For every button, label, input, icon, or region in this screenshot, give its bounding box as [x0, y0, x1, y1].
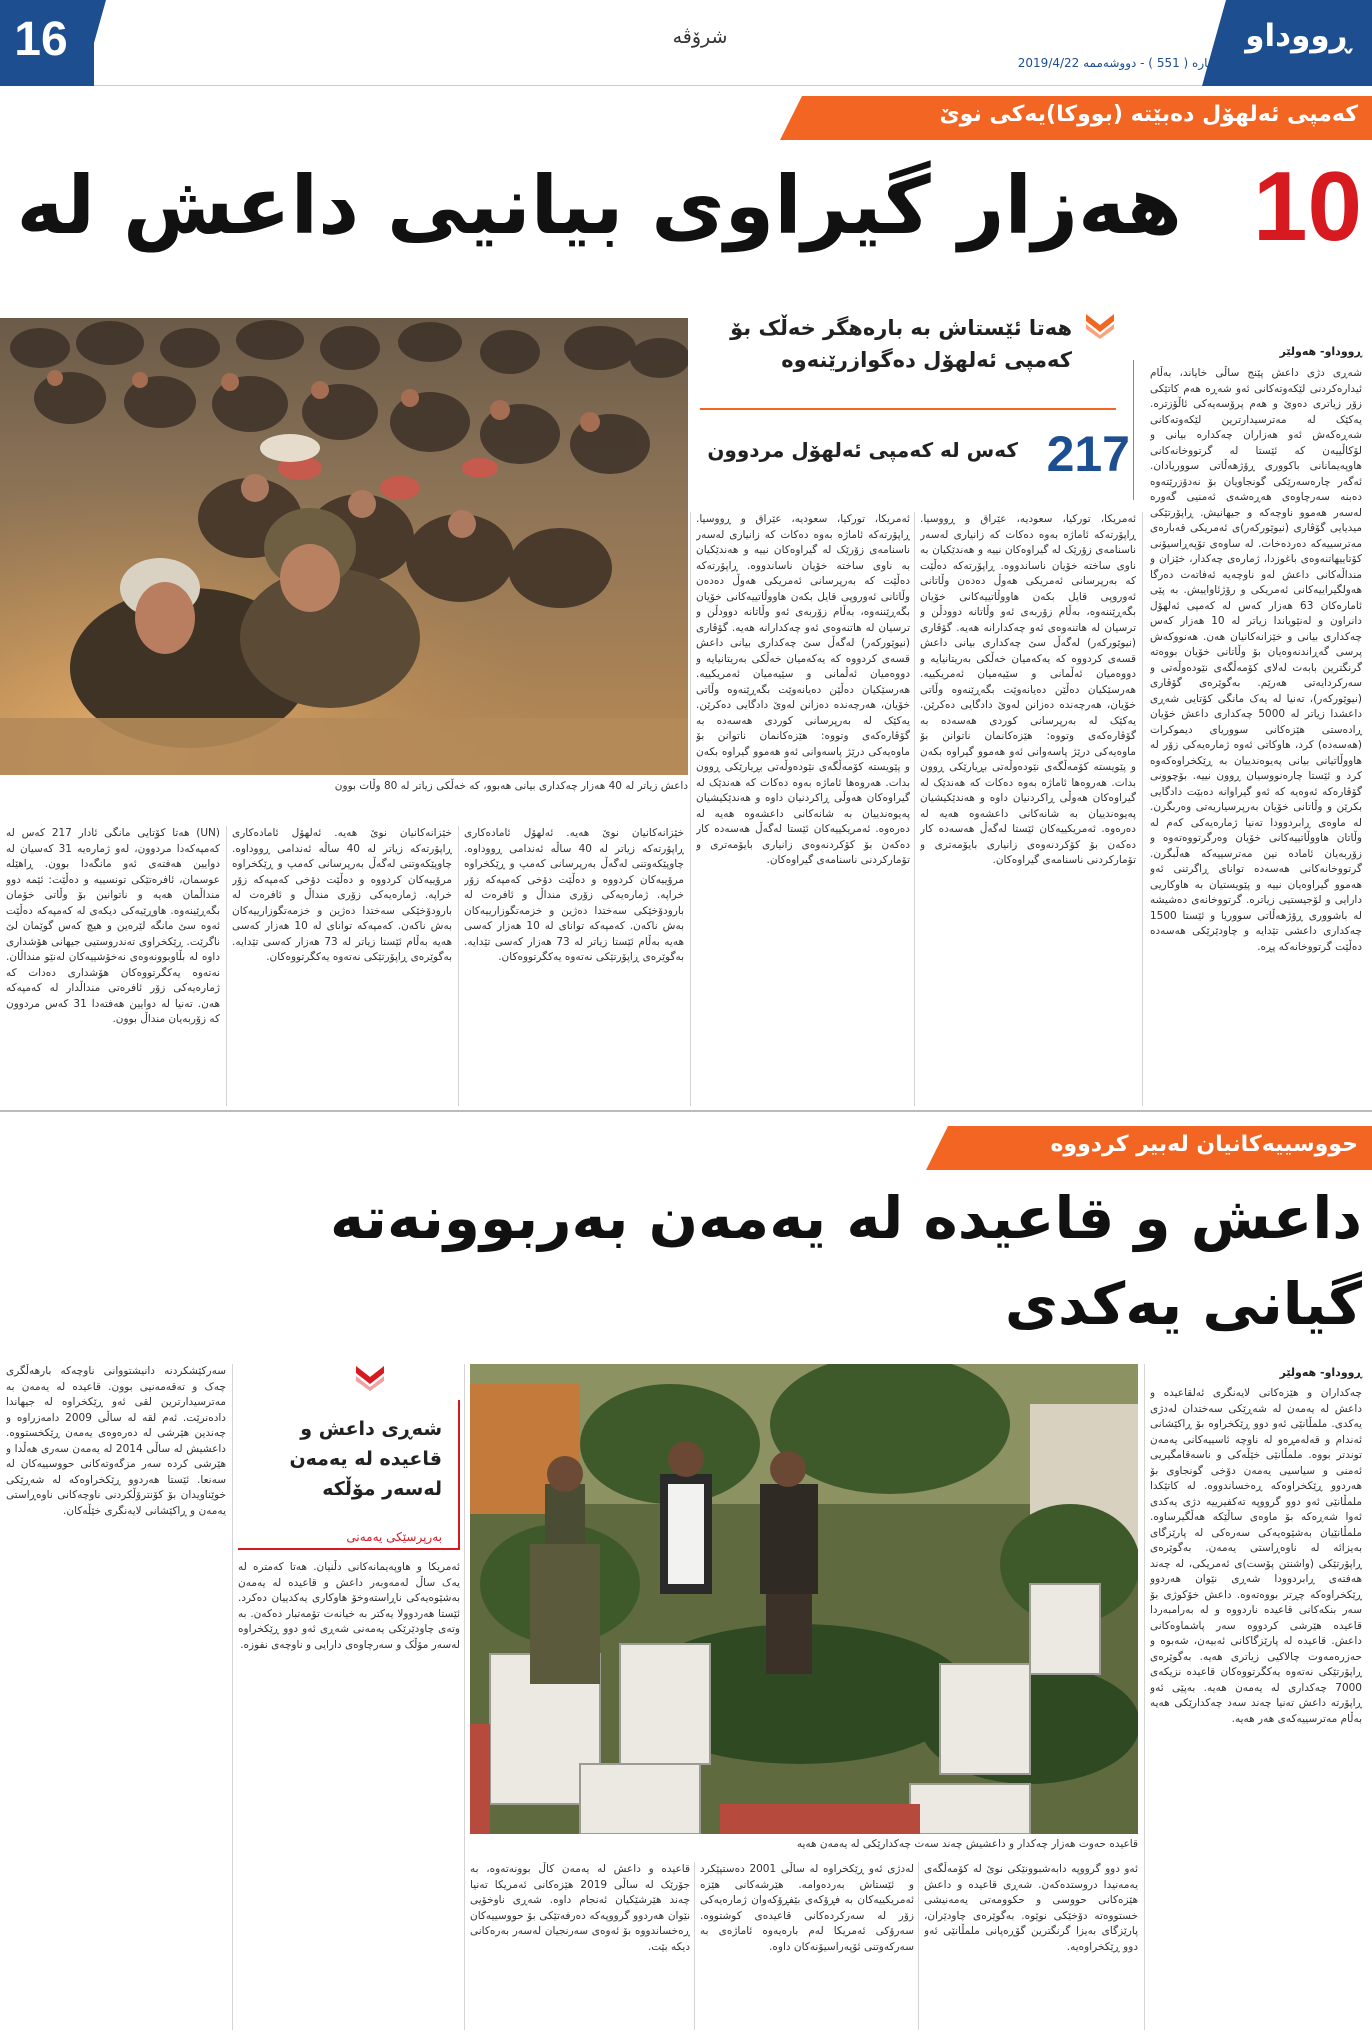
subhead-side-rule	[1133, 360, 1134, 500]
story1-stat-text: کەس لە کەمپی ئەلهۆل مردوون	[707, 438, 1018, 462]
story1-headline: هەزار گیراوی بیانیی داعش لە	[16, 159, 1182, 252]
yemen-cemetery-photo	[470, 1364, 1138, 1834]
subhead-divider	[700, 408, 1116, 410]
story2-column-6: سەرکێشکردنە دانیشتووانی ناوچەکە بارهەڵگری چەک و تەقەمەنیی بوون. قاعیدە لە یەمەن بە مەترسیدارترین لقی ئەو ڕێکخراوە لە جیهاندا دادەنرێت. ئەم لقە لە ساڵی 2009 دامەزراوە و چەندین هێرشی لە دەرەوەی یەمەن ڕێکخستووە. داعشیش لە ساڵی 2014 لە یەمەن سەری هەڵدا و هێرشی کردە سەر مزگەوتەکانی حووسییەکان لە سەنعا. ئێستا هەردوو ڕێکخراوەکە لە شەڕێکی خوێناویدان بۆ کۆنترۆڵکردنی ناوچەکانی ناوەڕاستی یەمەن و ڕاکێشانی لایەنگری خێڵەکان.	[6, 1365, 226, 1517]
story2-photo-caption: قاعیدە حەوت هەزار چەکدار و داعشیش چەند سەت چەکدارێکی لە یەمەن هەیە	[796, 1838, 1138, 1850]
page-number: 16	[14, 13, 68, 66]
masthead-slant	[1202, 0, 1226, 86]
column-rule	[232, 1364, 233, 2030]
column-rule	[464, 1364, 465, 2030]
story2-column-1: چەکداران و هێزەکانی لایەنگری ئەلقاعیدە و داعش لە یەمەن لە شەڕێکی سەختدان لەدژی یەکدی. ملمڵانێی ئەو دوو ڕێکخراوە بۆ ڕاکێشانی ئەندام و قەلەمڕەو لە ناوچە ئاسییەکانی یەمەن توندتر بووە. ملمڵانێی خێڵەکی و ناسەقامگیریی ئەمنی و سیاسیی یەمەن دۆخی گونجاوی بۆ هەردوو ڕێکخراوەکە ڕەخساندووە. لە کاتێکدا ملمڵانێی ئەو دوو گرووپە تەکفیرییە دژی یەکدی ئەوا شەڕەکە بۆ ماوەی ساڵێکە هەڵگیرساوە. ملمڵانێیان بەشێوەیەکی سەرەکی لە پارێزگای بەیزائە لە ناوەڕاستی یەمەن. بەگوێرەی ڕاپۆرتێکی (واشنتن پۆست)ی ئەمریکی، لە چەند هەفتەی ڕابردوودا شەڕی نێوان هەردوو ڕێکخراوەکە چڕتر بووەتەوە. داعش خۆکوژی بۆ سەر بنکەکانی قاعیدە ناردووە و لە بەرامبەردا قاعیدە هێرشی کردووە سەر پاشماوەکانی داعش. قاعیدە لە پارێزگاکانی ئەبیەن، شەبوە و حەزرەمەوت چالاکیی زیاتری هەیە. بەگوێرەی ڕاپۆرتێکی نەتەوە یەکگرتووەکان قاعیدە نزیکەی 7000 چەکداری لە یەمەن هەیە. بەپێی ئەو ڕاپۆرتە داعش تەنیا چەند سەد چەکدارێکی هەیە بەڵام مەترسییەکەی هەر هەیە.	[1150, 1387, 1362, 1725]
story1-column-3b: خێزانەکانیان نوێ هەیە. ئەلهۆل ئامادەکاری ڕاپۆرتەکە زیاتر لە 40 ساڵە ئەندامی ڕووداوە. چاوپێکەوتنی لەگەڵ بەرپرسانی کەمپ و ڕێکخراوە مرۆییەکان کردووە و دەڵێت دۆخی کەمپەکە زۆر خراپە. ژمارەیەکی زۆری منداڵ و ئافرەت لە بارودۆخێکی سەختدا دەژین و خزمەتگوزارییەکان بەش ناکەن. کەمپەکە توانای لە 10 هەزار کەسی هەیە بەڵام ئێستا زیاتر لە 73 هەزار کەسی تێدایە. بەگوێرەی ڕاپۆرتێکی نەتەوە یەکگرتووەکان.	[464, 827, 684, 963]
story1-headline-row	[0, 152, 1372, 264]
story2-column-2: ئەو دوو گرووپە دابەشبوونێکی نوێ لە کۆمەڵگەی یەمەنیدا دروستدەکەن. شەڕی قاعیدە و داعش هێزەکانی حووسی و حکوومەتی یەمەنیشی خستووەتە دۆخێکی نوێوە. بەگوێرەی چاودێران، پارێزگای بەیزا گرنگترین گۆڕەپانی ملمڵانێی ئەو دوو ڕێکخراوەیە.	[924, 1863, 1138, 1953]
story2-column-5: ئەمریکا و هاوپەیمانەکانی دڵنیان. هەتا کەمترە لە یەک ساڵ لەمەوبەر داعش و قاعیدە لە یەمەن بەشێوەیەکی ناڕاستەوخۆ هاوکاری یەکدییان دەکرد. ئێستا هەردوولا یەکتر بە خیانەت تۆمەتبار دەکەن. بە وتەی چاودێرێکی یەمەنی شەڕی ئەو دوو ڕێکخراوە لەسەر مۆڵک و سەرچاوەی دارایی و ناوچەی نفوزە.	[238, 1561, 460, 1651]
story1-photo	[0, 318, 688, 775]
column-rule	[1142, 512, 1143, 1106]
story2-headline-line1: داعش و قاعیدە لە یەمەن بەربوونەتە	[330, 1184, 1362, 1252]
story1-byline: ڕووداو- هەولێر	[1279, 345, 1362, 358]
story2-photo	[470, 1364, 1138, 1834]
story1-column-4: (UN) هەتا کۆتایی مانگی ئادار 217 کەس لە کەمپەکەدا مردوون، لەو ژمارەیە 31 کەسیان لە دوایین هەفتەی ئەو مانگەدا بوون. ڕاهێلە عوسمان، ئافرەتێکی تونسییە و دەڵێت: ئێمە دوو منداڵمان هەیە و ناتوانین بۆ وڵاتی خۆمان بگەڕێینەوە. هاوڕێیەکی دیکەی لە کەمپەکە دەڵێت ئەوە سێ مانگە لێرەین و هیچ کەس گوێمان لێ ناگرێت. ڕێکخراوی تەندروستیی جیهانی هۆشداری داوە لە بڵاوبوونەوەی نەخۆشییەکان لەنێو منداڵان. نەتەوە یەکگرتووەکان هۆشداری دەدات کە ژمارەیەکی زۆر ئافرەتی منداڵدار لە کەمپەکە هەن. تەنیا لە دوایین هەفتەدا 31 کەس مردوون کە زۆربەیان منداڵ بوون.	[6, 827, 220, 1025]
story2-column-4: قاعیدە و داعش لە یەمەن کاڵ بوونەتەوە، بە جۆرێک لە ساڵی 2019 هێزەکانی ئەمریکا تەنیا چەند هێرشێکیان ئەنجام داوە. شەڕی ناوخۆیی نێوان هەردوو گرووپەکە دەرفەتێکی بۆ حووسییەکان ڕەخساندووە بۆ ئەوەی سەرنجیان لەسەر بەرەکانی دیکە بێت.	[470, 1863, 690, 1953]
story1-column-2b: ئەمریکا، تورکیا، سعودیە، عێراق و ڕووسیا. ڕاپۆرتەکە ئاماژە بەوە دەکات کە زانیاری لەسەر ناسنامەی زۆرێک لە گیراوەکان نییە و هەندێکیان بە ناوی ساختە خۆیان ناساندووە. ڕاپۆرتەکە دەڵێت کە بەرپرسانی ئەمریکی هەوڵ دەدەن وڵاتانی ئەوروپی قایل بکەن هاووڵاتییەکانی خۆیان بگەڕێننەوە، بەڵام زۆربەی ئەو وڵاتانە دوودڵن و ترسیان لە هاتنەوەی ئەو چەکدارانە هەیە. گۆڤاری (نیوێورکەر) لەگەڵ سێ چەکداری بیانی داعش قسەی کردووە کە یەکەمیان خەڵکی بەریتانیایە و دووەمیان ئەڵمانی و سێیەمیان ئەمریکییە. هەرسێکیان دەڵێن دەیانەوێت بگەڕێنەوە وڵاتی خۆیان، هەرچەندە دەزانن لەوێ دادگایی دەکرێن. یەکێک لە بەرپرسانی کوردی هەسەدە بە گۆڤارەکەی وتووە: هێزەکانمان ناتوانن بۆ ماوەیەکی درێژ پاسەوانی ئەو هەموو گیراوە بکەن و پێویستە کۆمەڵگەی نێودەوڵەتی بڕیارێکی ڕوون بدات. هەروەها ئاماژە بەوە دەکات کە هەندێک لە گیراوەکان هەوڵی ڕاکردنیان داوە و هەندێکیشیان پەیوەندییان بە شانەکانی داعشەوە هەیە لە دەرەوە. ئەمریکییەکان ئێستا لەگەڵ هەسەدە کار دەکەن بۆ کۆکردنەوەی زانیاری بایۆمەتری و تۆمارکردنی ناسنامەی گیراوەکان.	[696, 513, 910, 866]
story1-headline-number: 10	[1252, 152, 1362, 261]
story1-stat-number: 217	[1046, 426, 1130, 482]
column-rule	[226, 826, 227, 1106]
detainees-photo	[0, 318, 688, 775]
story1-photo-caption: داعش زیاتر لە 40 هەزار چەکداری بیانی هەبوو، کە خەڵکی زیاتر لە 80 وڵات بوون	[334, 780, 688, 792]
section-label: شرۆڤە	[672, 26, 728, 48]
story1-column-1: شەڕی دژی داعش پێنج ساڵی خایاند، بەڵام ئیدارەکردنی لێکەوتەکانی ئەو شەڕە هەم کاتێکی زۆر زیاتری دەوێ و هەم پرۆسەیەکی ئاڵۆزترە. یەکێک لە مەترسیدارترین لێکەوتەکانی شەڕەکەش ئەو هەزاران چەکدارە بیانی و لۆکاڵییەن کە ئێستا لە گرتووخانەکانی هاوپەیمانانی باکووری ڕۆژهەڵاتی سووریادان. ئەگەر چارەسەرێکی گونجاویان بۆ نەدۆزرێتەوە دەبنە سەرچاوەی هەڕەشەی ئەمنیی گەورە لەسەر هەموو ناوچەکە و جیهانیش. ڕاپۆرتێکی میدیایی گۆڤاری (نیوێورکەر)ی ئەمریکی قەبارەی مەترسییەکە دەردەخات. لە ساوەی تۆپەڕاسیۆنی کۆتاییهاتنەوەی باغوزدا، ژمارەی چەکدار، خێزان و منداڵەکانی داعش لەو ناوچەیە ئەفاتەت دەرگا هەولگیراییەکانی ئەمریکی و رۆژئاواییش. بە پێی ئامارەکان 63 هەزار کەس لە کەمپی ئەلهۆل دانراون و لەنێویاندا زیاتر لە 10 هەزار کەس چەکداری بیانی و خێزانەکانیان هەن. هەنووکەش پرسی گەڕاندنەوەیان بۆ وڵاتانی خۆیان بووەتە گرنگترین بابەت لەلای کۆمەڵگەی نێودەوڵەتی و سەرکردایەتی هەرێم. بەگوێرەی گۆڤاری (نیوێورکەر)، تەنیا لە یەک مانگی کۆتایی شەڕی داعشدا زیاتر لە 5000 چەکداری داعش خۆیان ڕادەستی هێزەکانی سووریای دیموکرات (هەسەدە) کرد، هاوکاتی ئەوە ژمارەیەکی زۆر لە هاووڵاتیانی بیانی پەیوەندییان بە ڕێکخراوەکەوە کرد و ئێستا چارەنووسیان ڕوون نییە. بۆچوونی گۆڤارەکە ئەوەیە کە ئەو گیراوانە دەبێت دادگایی بکرێن و وڵاتانی خۆیان بەرپرسیاریەتی وەربگرن. لە ماوەی ڕابردوودا تەنیا ژمارەیەکی کەم لە وڵاتان هاووڵاتییەکانی خۆیان وەرگرتووەتەوە و زۆربەیان ئامادە نین مەترسییەکە هەڵبگرن. گرتووخانەکانی هەسەدە توانای ڕاگرتنی ئەو هەموو گیراوەیان نییە و پێویستیان بە هاوکاریی دارایی و لۆجیستیی زیاترە. گرتووخانەی دەشیشە لە باشووری ڕۆژهەڵاتی سووریا و ئێستا 1500 چەکداری داعشی تێدایە و چاودێرێکی هەسەدە دەڵێت گرتووخانەکە پڕە.	[1150, 367, 1362, 953]
story2-byline: ڕووداو- هەولێر	[1279, 1366, 1362, 1379]
subhead-chevron-icon	[1084, 312, 1116, 340]
page-number-slant	[82, 0, 106, 86]
story2-column-3: لەدژی ئەو ڕێکخراوە لە ساڵی 2001 دەستپێکرد و ئێستاش بەردەوامە. هێرشەکانی هێزە ئەمریکییەکان بە فڕۆکەی بێفڕۆکەوان ژمارەیەکی زۆر لە سەرکردەکانی قاعیدەی کوشتووە. سەرۆکی ئەمریکا لەم بارەیەوە ئاماژەی بە سەرکەوتنی ئۆپەراسیۆنەکان داوە.	[700, 1863, 914, 1953]
story1-column-2: ئەمریکا، تورکیا، سعودیە، عێراق و ڕووسیا. ڕاپۆرتەکە ئاماژە بەوە دەکات کە زانیاری لەسەر ناسنامەی زۆرێک لە گیراوەکان نییە و هەندێکیان بە ناوی ساختە خۆیان ناساندووە. ڕاپۆرتەکە دەڵێت کە بەرپرسانی ئەمریکی هەوڵ دەدەن وڵاتانی ئەوروپی قایل بکەن هاووڵاتییەکانی خۆیان بگەڕێننەوە، بەڵام زۆربەی ئەو وڵاتانە دوودڵن و ترسیان لە هاتنەوەی ئەو چەکدارانە هەیە. گۆڤاری (نیوێورکەر) لەگەڵ سێ چەکداری بیانی داعش قسەی کردووە کە یەکەمیان خەڵکی بەریتانیایە و دووەمیان ئەڵمانی و سێیەمیان ئەمریکییە. هەرسێکیان دەڵێن دەیانەوێت بگەڕێنەوە وڵاتی خۆیان، هەرچەندە دەزانن لەوێ دادگایی دەکرێن. یەکێک لە بەرپرسانی کوردی هەسەدە بە گۆڤارەکەی وتووە: هێزەکانمان ناتوانن بۆ ماوەیەکی درێژ پاسەوانی ئەو هەموو گیراوە بکەن و پێویستە کۆمەڵگەی نێودەوڵەتی بڕیارێکی ڕوون بدات. هەروەها ئاماژە بەوە دەکات کە هەندێک لە گیراوەکان هەوڵی ڕاکردنیان داوە و هەندێکیشیان پەیوەندییان بە شانەکانی داعشەوە هەیە لە دەرەوە. ئەمریکییەکان ئێستا لەگەڵ هەسەدە کار دەکەن بۆ کۆکردنەوەی زانیاری بایۆمەتری و تۆمارکردنی ناسنامەی گیراوەکان.	[920, 513, 1136, 866]
story1-subhead: هەتا ئێستاش بە بارەهگر خەڵک بۆ کەمپی ئەلهۆل دەگوازرێنەوە	[730, 316, 1072, 372]
story2-kicker: حووسییەکانیان لەبیر کردووە	[1050, 1132, 1358, 1157]
page-header	[0, 0, 1372, 86]
story2-headline-line2: گیانی یەکدی	[1004, 1270, 1362, 1338]
page-number-block	[0, 0, 94, 86]
story-separator	[0, 1110, 1372, 1112]
story2-kicker-slant	[926, 1126, 948, 1170]
column-rule	[690, 512, 691, 1106]
pullquote-byline: بەرپرسێکی یەمەنی	[346, 1530, 442, 1544]
column-rule	[694, 1862, 695, 2030]
column-rule	[458, 826, 459, 1106]
masthead-logo: ڕووداو	[1245, 18, 1351, 54]
column-rule	[1144, 1364, 1145, 2030]
pullquote-chevron-icon	[354, 1364, 386, 1392]
column-rule	[918, 1862, 919, 2030]
story1-kicker-slant	[780, 96, 802, 140]
column-rule	[914, 512, 915, 1106]
issue-info: ژمارە ( 551 ) - دووشەممە 2019/4/22	[1017, 56, 1220, 70]
story1-column-3: خێزانەکانیان نوێ هەیە. ئەلهۆل ئامادەکاری ڕاپۆرتەکە زیاتر لە 40 ساڵە ئەندامی ڕووداوە. چاوپێکەوتنی لەگەڵ بەرپرسانی کەمپ و ڕێکخراوە مرۆییەکان کردووە و دەڵێت دۆخی کەمپەکە زۆر خراپە. ژمارەیەکی زۆری منداڵ و ئافرەت لە بارودۆخێکی سەختدا دەژین و خزمەتگوزارییەکان بەش ناکەن. کەمپەکە توانای لە 10 هەزار کەسی هەیە بەڵام ئێستا زیاتر لە 73 هەزار کەسی تێدایە. بەگوێرەی ڕاپۆرتێکی نەتەوە یەکگرتووەکان.	[232, 827, 452, 963]
pullquote-title: شەڕی داعش و قاعیدە لە یەمەن لەسەر مۆڵکە	[289, 1418, 442, 1500]
story1-kicker: کەمپی ئەلهۆل دەبێتە (بووکا)یەکی نوێ	[939, 102, 1358, 127]
